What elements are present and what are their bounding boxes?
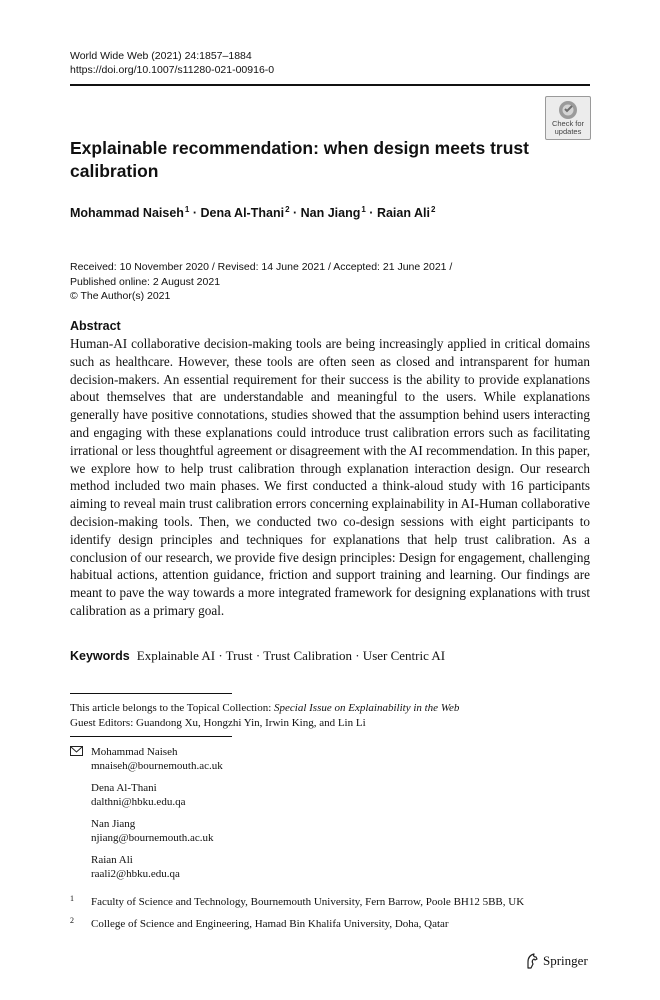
doi-link[interactable]: https://doi.org/10.1007/s11280-021-00916-0	[70, 64, 275, 76]
dates-line-1: Received: 10 November 2020 / Revised: 14 June 2021 / Accepted: 21 June 2021 /	[70, 261, 453, 273]
author-name: Raian Ali	[376, 206, 430, 220]
publisher-logo	[525, 953, 588, 969]
contact-email[interactable]: mnaiseh@bournemouth.ac.uk	[91, 760, 223, 772]
topical-collection-note	[70, 701, 459, 731]
author-separator: ·	[365, 206, 377, 220]
contact-name: Mohammad Naiseh	[91, 746, 178, 758]
author-name: Mohammad Naiseh	[70, 206, 184, 220]
footnote-rule	[70, 693, 232, 694]
author-affiliation-mark: 2	[430, 205, 436, 214]
journal-header	[70, 49, 274, 77]
check-badge-line1: Check for	[551, 119, 585, 128]
contact-name: Raian Ali	[91, 854, 133, 866]
check-for-updates-badge[interactable]	[545, 96, 591, 140]
affiliation-text: Faculty of Science and Technology, Bournemouth University, Fern Barrow, Poole BH12 5BB, UK	[91, 896, 525, 908]
contact-email[interactable]: raali2@hbku.edu.qa	[91, 868, 180, 880]
footnote-rule	[70, 736, 232, 737]
author-separator: ·	[289, 206, 301, 220]
publisher-name: Springer	[543, 953, 588, 968]
article-title: Explainable recommendation: when design meets trust calibration	[70, 138, 529, 181]
springer-horse-icon	[525, 953, 539, 969]
contact-email[interactable]: dalthni@hbku.edu.qa	[91, 796, 186, 808]
guest-editors: Guest Editors: Guandong Xu, Hongzhi Yin, Irwin King, and Lin Li	[70, 717, 366, 729]
contact-entry	[91, 781, 185, 809]
contact-entry	[91, 745, 223, 773]
keywords-text: Explainable AI · Trust · Trust Calibration · User Centric AI	[136, 648, 446, 663]
author-affiliation-mark: 2	[285, 205, 290, 214]
affiliation-number: 2	[70, 916, 74, 925]
check-for-updates-icon	[558, 100, 578, 120]
affiliation-text: College of Science and Engineering, Hamad Bin Khalifa University, Doha, Qatar	[91, 918, 449, 930]
contact-entry	[91, 817, 214, 845]
topical-collection-name: Special Issue on Explainability in the Web	[274, 702, 460, 714]
author-separator: ·	[189, 206, 201, 220]
topical-prefix: This article belongs to the Topical Collection:	[70, 702, 275, 714]
affiliation-number: 1	[70, 894, 74, 903]
publication-dates	[70, 260, 452, 304]
contact-name: Nan Jiang	[91, 818, 136, 830]
author-affiliation-mark: 1	[184, 205, 190, 214]
dates-line-2: Published online: 2 August 2021	[70, 275, 221, 288]
copyright: © The Author(s) 2021	[70, 290, 171, 302]
envelope-icon	[70, 746, 83, 756]
author-affiliation-mark: 1	[361, 205, 366, 214]
author-name: Nan Jiang	[300, 206, 361, 220]
abstract-heading: Abstract	[70, 319, 121, 333]
check-badge-line2: updates	[554, 127, 582, 136]
contact-entry	[91, 853, 180, 881]
contact-name: Dena Al-Thani	[91, 782, 157, 794]
author-list	[70, 205, 435, 220]
keywords-label: Keywords	[70, 649, 130, 663]
header-rule	[70, 84, 590, 86]
journal-citation: World Wide Web (2021) 24:1857–1884	[70, 50, 252, 62]
contact-email[interactable]: njiang@bournemouth.ac.uk	[91, 832, 214, 844]
keywords-line	[70, 648, 445, 664]
abstract-text: Human-AI collaborative decision-making tools are being increasingly applied in critical domains such as healthcare. However, these tools are often seen as closed and intransparent for human decision-makers. An essential requirement for their success is the ability to provide explanations about themselves that are understandable and meaningful to the users. While explanations generally have positive connotations, studies showed that the assumption behind users interacting and engaging with these explanations could introduce trust calibration errors such as facilitating irrational or less thoughtful agreement or disagreement with the AI recommendation. In this paper, we explore how to help trust calibration through explanation interaction design. Our research method included two main phases. We first conducted a think-aloud study with 16 participants aiming to reveal main trust calibration errors concerning explainability in AI-Human collaborative decision-making tools. Then, we conducted two co-design sessions with eight participants to identify design principles and techniques for explanations that help trust calibration. As a conclusion of our research, we provide five design principles: Design for engagement, challenging habitual actions, attention guidance, friction and support training and learning. Our findings are meant to pave the way towards a more integrated framework for designing explanations with trust calibration as a primary goal.	[70, 336, 591, 618]
author-name: Dena Al-Thani	[200, 206, 285, 220]
